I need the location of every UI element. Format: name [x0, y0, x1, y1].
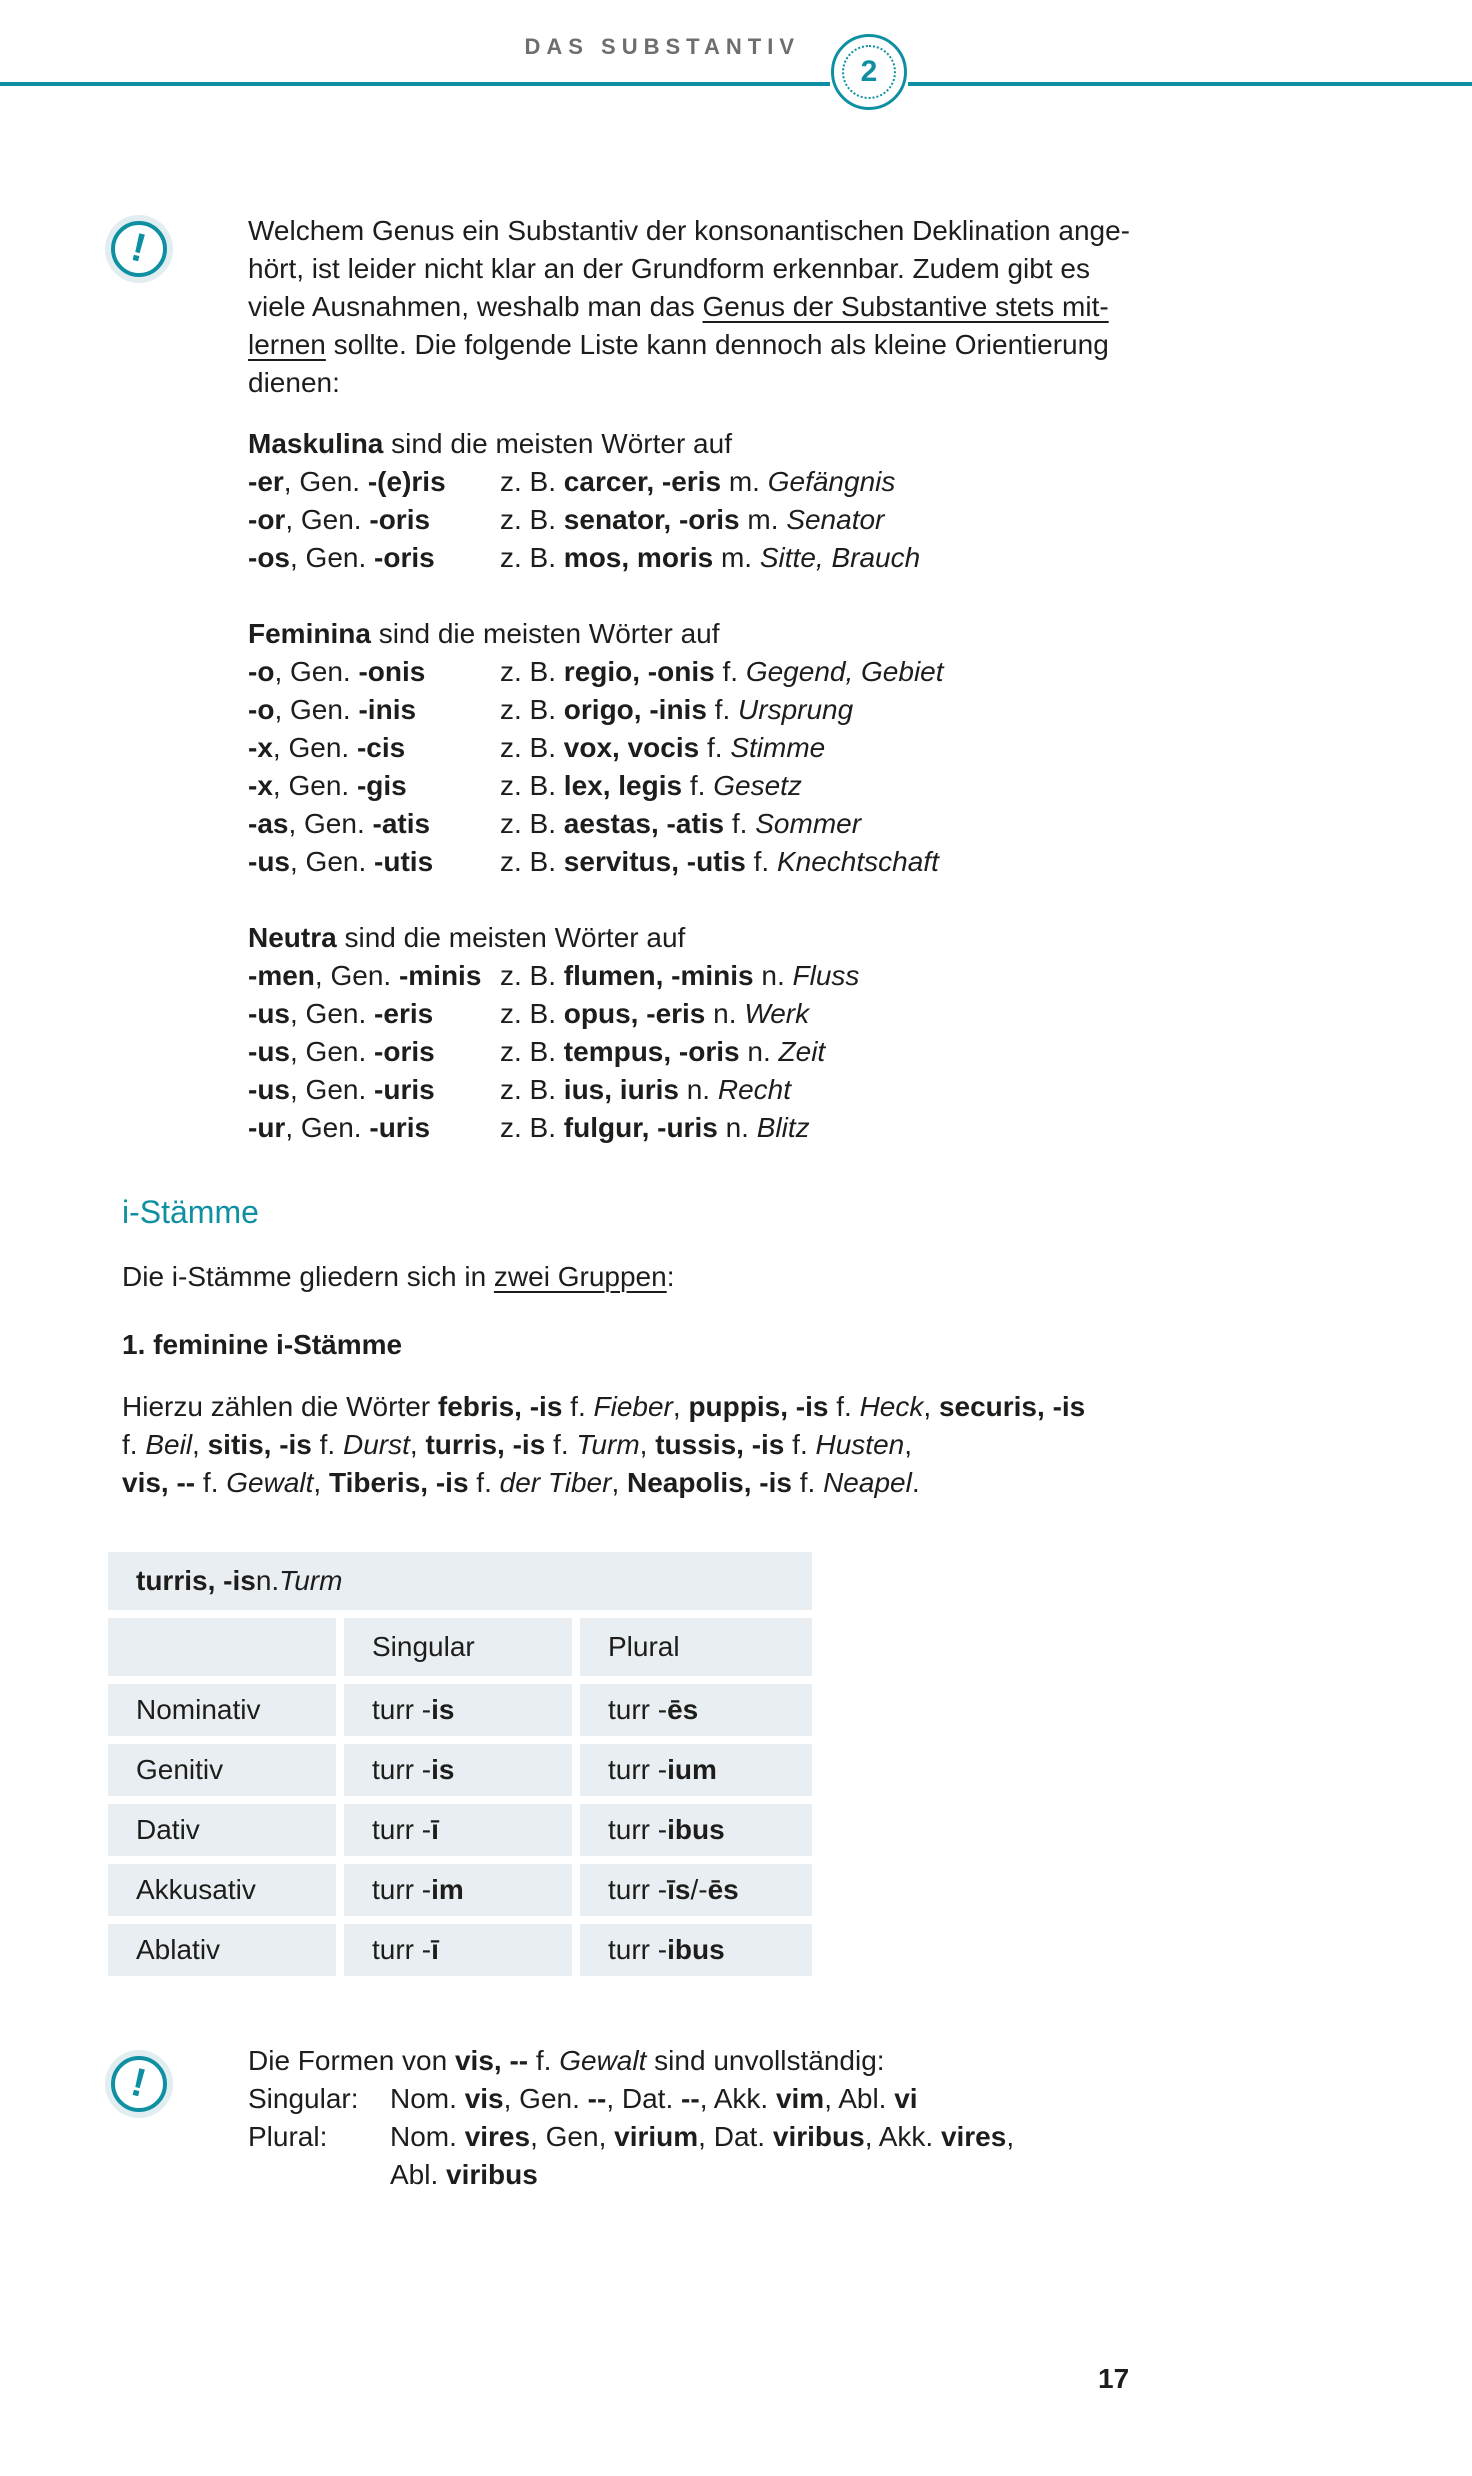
text-line: Hierzu zählen die Wörter febris, -is f. Fieber, puppis, -is f. Heck, securis, -is — [122, 1391, 1086, 1422]
case-label: Nominativ — [108, 1684, 336, 1736]
note-genus-text — [248, 212, 1130, 402]
gender-rule-row — [248, 767, 944, 805]
exclamation-icon — [105, 2050, 173, 2118]
text-line: vis, -- f. Gewalt, Tiberis, -is f. der Tiber, Neapolis, -is f. Neapel. — [122, 1467, 920, 1498]
plural-form: turr - ēs — [580, 1684, 812, 1736]
case-label: Ablativ — [108, 1924, 336, 1976]
example: z. B. opus, -eris n. Werk — [500, 998, 810, 1029]
exclamation-icon-ring — [111, 221, 167, 277]
singular-form: turr - ī — [344, 1804, 572, 1856]
number-label: Singular: — [248, 2083, 359, 2114]
plural-form: turr - ibus — [580, 1924, 812, 1976]
ending-pattern: -o, Gen. -inis — [248, 694, 417, 725]
exclamation-icon — [105, 215, 173, 283]
example: z. B. vox, vocis f. Stimme — [500, 732, 826, 763]
table-row — [108, 1864, 812, 1916]
example: z. B. regio, -onis f. Gegend, Gebiet — [500, 656, 944, 687]
ending-pattern: -x, Gen. -gis — [248, 770, 407, 801]
table-header-plural: Plural — [580, 1618, 812, 1676]
example: z. B. senator, -oris m. Senator — [500, 504, 885, 535]
gender-rule-row — [248, 653, 944, 691]
chapter-number-badge — [831, 34, 907, 110]
example: z. B. aestas, -atis f. Sommer — [500, 808, 862, 839]
forms-line: Abl. viribus — [390, 2159, 538, 2190]
ending-pattern: -us, Gen. -uris — [248, 1074, 435, 1105]
table-row — [108, 1924, 812, 1976]
page-title: DAS SUBSTANTIV — [524, 34, 800, 59]
text-line: Die Formen von vis, -- f. Gewalt sind unvollständig: — [248, 2045, 885, 2076]
ending-pattern: -er, Gen. -(e)ris — [248, 466, 446, 497]
group-intro: Maskulina sind die meisten Wörter auf — [248, 428, 732, 459]
table-header-empty — [108, 1618, 336, 1676]
table-row — [108, 1684, 812, 1736]
forms-line: Nom. vires, Gen, virium, Dat. viribus, Akk. vires, — [390, 2121, 1015, 2152]
i-staemme-intro: Die i-Stämme gliedern sich in zwei Gruppen: — [122, 1261, 675, 1292]
maskulina-group — [248, 425, 920, 577]
text-line: hört, ist leider nicht klar an der Grundform erkennbar. Zudem gibt es — [248, 253, 1090, 284]
header-rule-left — [0, 82, 830, 86]
chapter-number: 2 — [842, 45, 896, 99]
ending-pattern: -os, Gen. -oris — [248, 542, 435, 573]
example: z. B. origo, -inis f. Ursprung — [500, 694, 854, 725]
case-label: Dativ — [108, 1804, 336, 1856]
text-line: f. Beil, sitis, -is f. Durst, turris, -is f. Turm, tussis, -is f. Husten, — [122, 1429, 913, 1460]
vis-forms-grid — [248, 2080, 1014, 2194]
table-row — [108, 1744, 812, 1796]
example: z. B. mos, moris m. Sitte, Brauch — [500, 542, 921, 573]
gender-rule-row — [248, 539, 920, 577]
plural-form: turr - īs /- ēs — [580, 1864, 812, 1916]
singular-form: turr - im — [344, 1864, 572, 1916]
note-genus-icon-wrap — [105, 215, 173, 283]
example: z. B. fulgur, -uris n. Blitz — [500, 1112, 810, 1143]
group-intro: Neutra sind die meisten Wörter auf — [248, 922, 686, 953]
gender-rule-row — [248, 463, 920, 501]
text-line: viele Ausnahmen, weshalb man das Genus der Substantive stets mit- — [248, 291, 1109, 322]
neutra-group — [248, 919, 859, 1147]
exclamation-mark: ! — [127, 224, 151, 271]
singular-form: turr - ī — [344, 1924, 572, 1976]
group-intro: Feminina sind die meisten Wörter auf — [248, 618, 720, 649]
text-line: dienen: — [248, 367, 340, 398]
ending-pattern: -x, Gen. -cis — [248, 732, 406, 763]
table-header-row — [108, 1618, 812, 1676]
note-vis-icon-wrap — [105, 2050, 173, 2118]
page-number: 17 — [1098, 2363, 1130, 2394]
ending-pattern: -us, Gen. -eris — [248, 998, 434, 1029]
number-label: Plural: — [248, 2121, 328, 2152]
text-line: Welchem Genus ein Substantiv der konsonantischen Deklination ange- — [248, 215, 1130, 246]
gender-rule-row — [248, 501, 920, 539]
example: z. B. servitus, -utis f. Knechtschaft — [500, 846, 939, 877]
gender-rule-row — [248, 805, 944, 843]
number-label — [248, 2156, 390, 2194]
case-label: Genitiv — [108, 1744, 336, 1796]
gender-rule-row — [248, 1109, 859, 1147]
ending-pattern: -us, Gen. -utis — [248, 846, 434, 877]
sub-heading-feminine-i-staemme: 1. feminine i-Stämme — [122, 1329, 403, 1360]
header-rule-right — [908, 82, 1472, 86]
example: z. B. flumen, -minis n. Fluss — [500, 960, 860, 991]
example: z. B. lex, legis f. Gesetz — [500, 770, 802, 801]
case-label: Akkusativ — [108, 1864, 336, 1916]
ending-pattern: -or, Gen. -oris — [248, 504, 431, 535]
note-vis-text — [248, 2042, 1014, 2194]
ending-pattern: -us, Gen. -oris — [248, 1036, 435, 1067]
example: z. B. carcer, -eris m. Gefängnis — [500, 466, 896, 497]
gender-rule-row — [248, 995, 859, 1033]
feminina-group — [248, 615, 944, 881]
i-staemme-paragraph — [122, 1388, 1085, 1502]
gender-rule-row — [248, 957, 859, 995]
forms-line: Nom. vis, Gen. --, Dat. --, Akk. vim, Abl. vi — [390, 2083, 918, 2114]
gender-rule-row — [248, 729, 944, 767]
ending-pattern: -ur, Gen. -uris — [248, 1112, 431, 1143]
ending-pattern: -o, Gen. -onis — [248, 656, 426, 687]
table-row — [108, 1804, 812, 1856]
declension-table — [108, 1552, 812, 1984]
table-title: turris, -is n. Turm — [108, 1552, 812, 1610]
table-header-singular: Singular — [344, 1618, 572, 1676]
exclamation-mark: ! — [127, 2059, 151, 2106]
singular-form: turr - is — [344, 1744, 572, 1796]
section-heading-i-staemme: i-Stämme — [122, 1194, 259, 1230]
plural-form: turr - ium — [580, 1744, 812, 1796]
gender-rule-row — [248, 1071, 859, 1109]
gender-rule-row — [248, 691, 944, 729]
example: z. B. ius, iuris n. Recht — [500, 1074, 792, 1105]
plural-form: turr - ibus — [580, 1804, 812, 1856]
example: z. B. tempus, -oris n. Zeit — [500, 1036, 826, 1067]
gender-rule-row — [248, 843, 944, 881]
ending-pattern: -men, Gen. -minis — [248, 960, 482, 991]
ending-pattern: -as, Gen. -atis — [248, 808, 431, 839]
singular-form: turr - is — [344, 1684, 572, 1736]
gender-rule-row — [248, 1033, 859, 1071]
text-line: lernen sollte. Die folgende Liste kann dennoch als kleine Orientierung — [248, 329, 1109, 360]
exclamation-icon-ring — [111, 2056, 167, 2112]
